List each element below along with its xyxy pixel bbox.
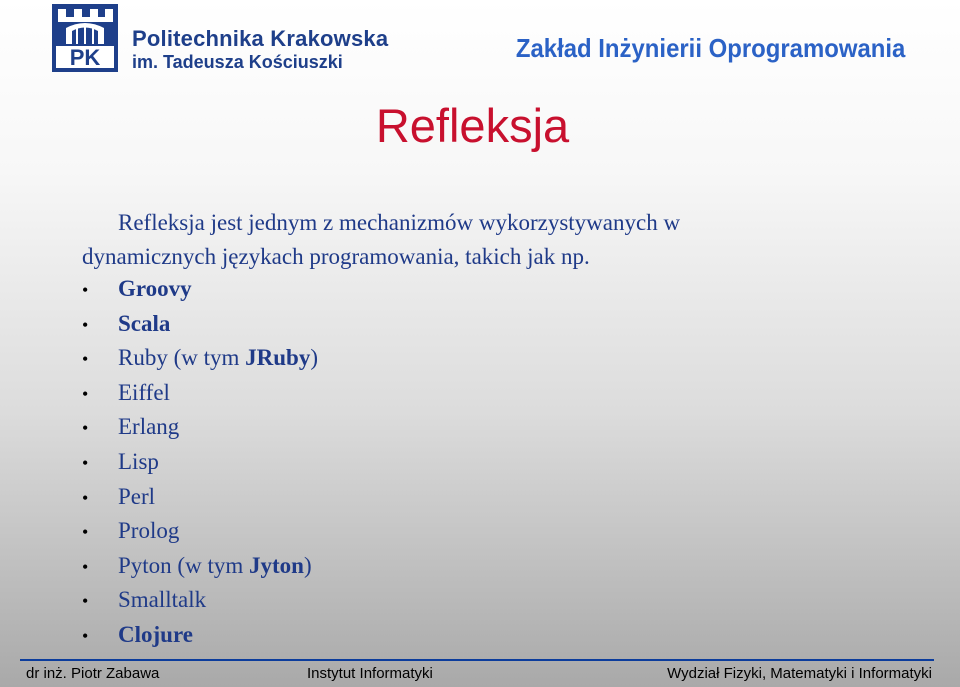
list-item: • Clojure <box>82 618 318 653</box>
bullet-icon: • <box>82 556 89 577</box>
bullet-icon: • <box>82 383 89 404</box>
footer-faculty: Wydział Fizyki, Matematyki i Informatyki <box>667 665 932 682</box>
logo-letters: PK <box>69 45 101 70</box>
list-item: • Groovy <box>82 272 318 307</box>
language-list <box>82 272 318 653</box>
list-item: • Pyton (w tym Jyton) <box>82 549 318 584</box>
list-item: • Eiffel <box>82 376 318 411</box>
intro-paragraph: Refleksja jest jednym z mechanizmów wykorzystywanych w dynamicznych językach programowania, takich jak np. <box>82 210 681 269</box>
footer-author: dr inż. Piotr Zabawa <box>26 665 160 682</box>
bullet-icon: • <box>82 522 89 543</box>
university-name-line2: im. Tadeusza Kościuszki <box>132 52 343 72</box>
footer-institute: Instytut Informatyki <box>307 665 433 682</box>
bullet-icon: • <box>82 591 89 612</box>
list-item: • Perl <box>82 480 318 515</box>
department-name: Zakład Inżynierii Oprogramowania <box>515 33 905 63</box>
list-item: • Erlang <box>82 410 318 445</box>
university-logo-icon <box>52 4 118 72</box>
bullet-icon: • <box>82 280 89 300</box>
footer-divider <box>20 659 934 661</box>
list-item: • Prolog <box>82 514 318 549</box>
bullet-icon: • <box>82 314 89 335</box>
list-item: • Lisp <box>82 445 318 480</box>
list-item: • Smalltalk <box>82 583 318 618</box>
list-item: • Scala <box>82 307 318 342</box>
university-name-line1: Politechnika Krakowska <box>132 26 389 51</box>
university-name <box>132 28 388 71</box>
bullet-icon: • <box>82 487 89 508</box>
list-item: • Ruby (w tym JRuby) <box>82 341 318 376</box>
slide-title: Refleksja <box>375 99 570 152</box>
bullet-icon: • <box>82 418 89 439</box>
bullet-icon: • <box>82 349 89 370</box>
bullet-icon: • <box>82 452 89 473</box>
bullet-icon: • <box>82 625 89 646</box>
